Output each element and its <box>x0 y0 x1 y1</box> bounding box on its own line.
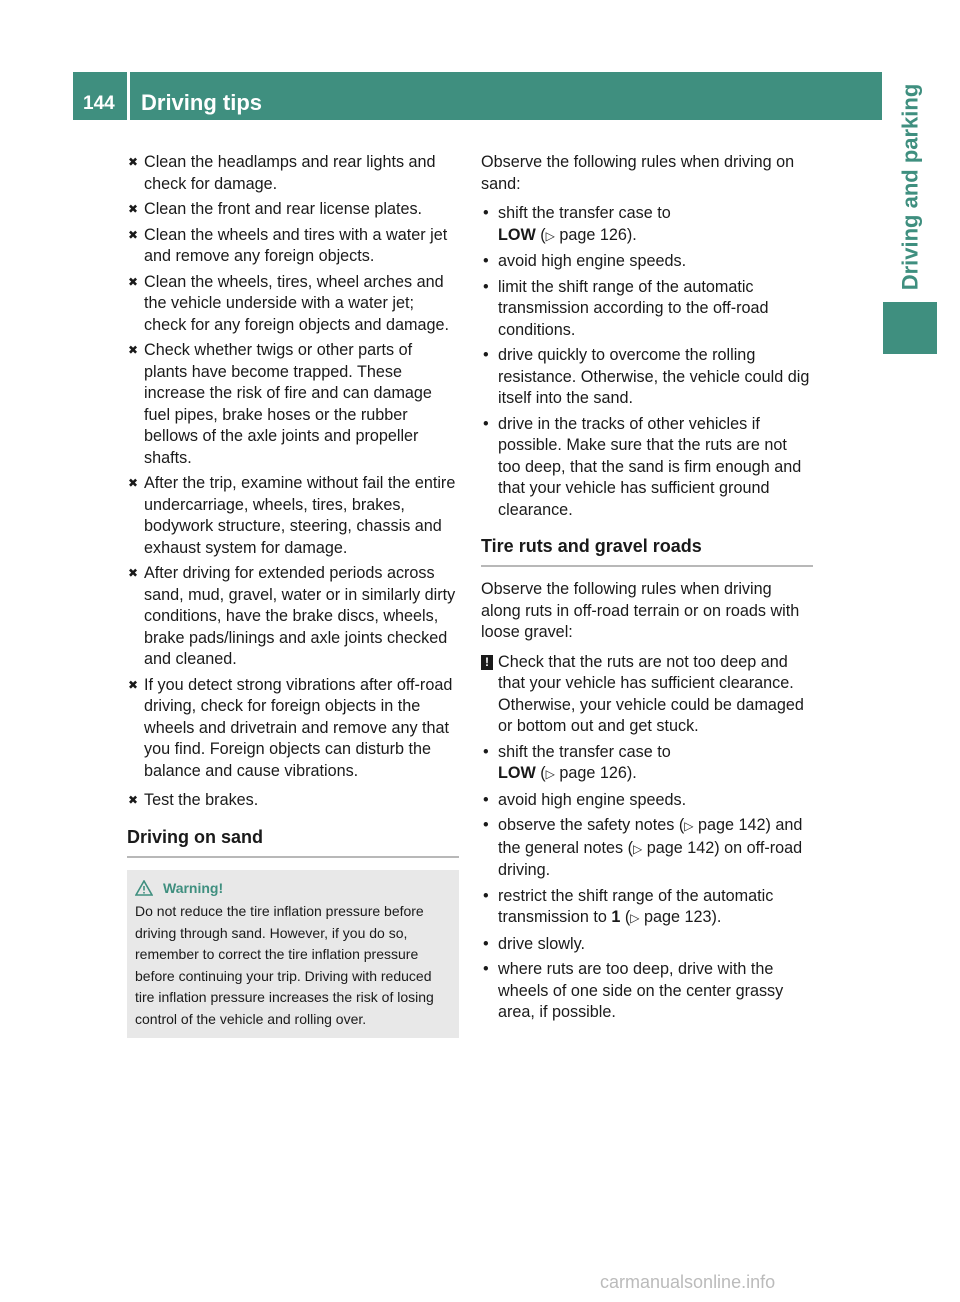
section-heading-sand: Driving on sand <box>127 826 459 858</box>
page-title: Driving tips <box>141 90 263 115</box>
page-ref-icon: ▷ <box>633 841 643 856</box>
sand-rule: • avoid high engine speeds. <box>483 252 687 270</box>
warning-text: Do not reduce the tire inflation pressure before driving through sand. However, if you do so, remember to correct the tire inflation pressure before continuing your trip. Driving with reduced tire inflation pressure increases the risk of losing control of the vehicle and rolling over. <box>135 903 434 1027</box>
step-arrow-icon: ✖ <box>128 677 139 692</box>
step-item: ✖ Test the brakes. <box>127 790 459 812</box>
sand-rule: • shift the transfer case to LOW (▷ page 126). <box>483 204 671 244</box>
step-arrow-icon: ✖ <box>128 793 139 807</box>
page-ref-icon: ▷ <box>545 767 555 781</box>
warning-box <box>127 870 459 1039</box>
step-arrow-icon: ✖ <box>128 566 139 580</box>
ruts-rule: • observe the safety notes (▷ page 142) and the general notes (▷ page 142) on off-road driving. <box>483 816 803 879</box>
step-item: ✖ After driving for extended periods across sand, mud, gravel, water or in similarly dirty conditions, have the brake discs, wheels, brake pads/linings and axle joints checked and cleaned. <box>128 564 456 668</box>
right-column <box>481 152 813 1028</box>
sand-intro: Observe the following rules when driving on sand: <box>481 153 795 193</box>
sand-rule: • limit the shift range of the automatic transmission according to the off-road conditions. <box>483 277 769 339</box>
ruts-rule: • avoid high engine speeds. <box>483 790 687 809</box>
step-arrow-icon: ✖ <box>128 343 139 357</box>
ruts-intro: Observe the following rules when driving along ruts in off-road terrain or on roads with loose gravel: <box>481 580 800 641</box>
step-item: ✖ Clean the front and rear license plates. <box>127 199 459 221</box>
watermark: carmanualsonline.info <box>600 1272 776 1292</box>
step-arrow-icon: ✖ <box>128 274 139 289</box>
warning-header <box>135 878 451 900</box>
page-number: 144 <box>83 93 115 114</box>
side-tab-label-container <box>883 72 937 302</box>
sand-rule: • drive in the tracks of other vehicles if possible. Make sure that the ruts are not too deep, that the sand is firm enough and that your vehicle has sufficient ground clearance. <box>483 414 802 519</box>
ruts-rule: • where ruts are too deep, drive with the wheels of one side on the center grassy area, if possible. <box>483 960 784 1021</box>
page-ref-icon: ▷ <box>684 819 694 833</box>
warning-triangle-icon <box>135 880 153 896</box>
step-item: ✖ Clean the wheels and tires with a water jet and remove any foreign objects. <box>128 225 448 265</box>
side-tab-marker <box>883 302 937 354</box>
section-heading-ruts: Tire ruts and gravel roads <box>481 535 813 567</box>
step-arrow-icon: ✖ <box>128 227 139 242</box>
step-item: ✖ After the trip, examine without fail the entire undercarriage, wheels, tires, brakes, bodywork structure, steering, chassis and exhaust system for damage. <box>128 474 456 557</box>
ruts-rule: • restrict the shift range of the automatic transmission to 1 (▷ page 123). <box>483 886 774 926</box>
step-item: ✖ If you detect strong vibrations after off-road driving, check for foreign objects in the wheels and drivetrain and remove any that you find. Foreign objects can disturb the balance and cause vibrations. <box>128 675 453 780</box>
warning-title: Warning! <box>163 879 224 896</box>
ruts-rule: • shift the transfer case to LOW (▷ page 126). <box>483 742 671 782</box>
step-arrow-icon: ✖ <box>128 202 139 216</box>
header-divider <box>127 72 130 120</box>
page-ref-icon: ▷ <box>630 911 640 925</box>
step-item: ✖ Clean the wheels, tires, wheel arches and the vehicle underside with a water jet; check for any foreign objects and damage. <box>128 272 450 334</box>
side-tab-label: Driving and parking <box>897 83 922 291</box>
ruts-rule: • drive slowly. <box>483 934 585 953</box>
step-item: ✖ Clean the headlamps and rear lights and check for damage. <box>128 153 436 193</box>
page-ref-icon: ▷ <box>545 228 555 243</box>
sand-rule: • drive quickly to overcome the rolling resistance. Otherwise, the vehicle could dig itself into the sand. <box>483 346 810 407</box>
exclamation-icon: ! <box>481 655 493 670</box>
left-column <box>127 152 459 1038</box>
step-arrow-icon: ✖ <box>128 476 139 490</box>
step-item: ✖ Check whether twigs or other parts of plants have become trapped. These increase the risk of fire and can damage fuel pipes, brake hoses or the rubber bellows of the axle joints and propeller shafts. <box>128 341 432 467</box>
caution-note: ! Check that the ruts are not too deep and that your vehicle has sufficient clearance. Otherwise, your vehicle could be damaged or bottom out and get stuck. <box>481 652 813 738</box>
step-arrow-icon: ✖ <box>128 155 139 169</box>
